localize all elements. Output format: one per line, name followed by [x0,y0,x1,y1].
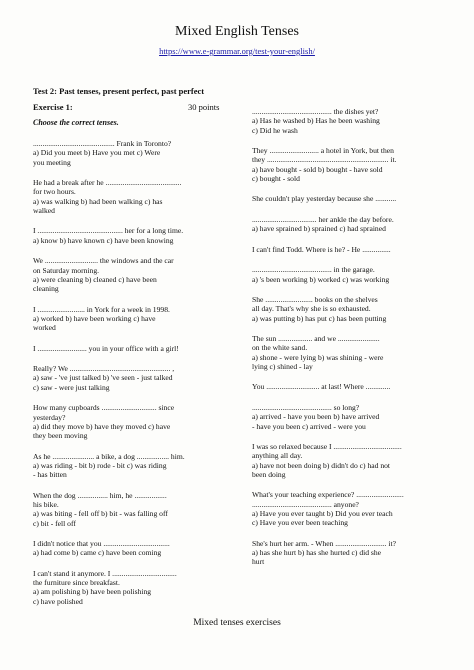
question-line: I can't find Todd. Where is he? - He ............... [252,244,391,254]
question-line: - has bitten [33,470,67,480]
question-line: walked [33,205,55,215]
question-line: You ............................ at last! Where ............. [252,382,391,392]
exercise-points: 30 points [188,102,220,112]
question-item [252,245,449,254]
question-line: a) was biting - fell off b) bit - was falling off [33,509,168,519]
question-line: a) was riding - bit b) rode - bit c) was riding [33,460,167,470]
question-line: I ............................................. her for a long time. [33,226,184,236]
question-line: She couldn't play yesterday because she ........... [252,194,397,204]
question-item [33,569,240,606]
question-line: As he ...................... a bike, a dog ................. him. [33,451,185,461]
question-item [252,442,449,479]
question-line: been doing [252,469,286,479]
question-item [33,344,240,353]
page-title: Mixed English Tenses [175,24,299,39]
question-line: they ................................................................ it. [252,155,397,165]
question-line: - have you been c) arrived - were you [252,421,366,431]
question-item [252,539,449,567]
question-line: a) am polishing b) have been polishing [33,587,152,597]
question-line: He had a break after he ........................................ [33,178,182,188]
question-line: a) were cleaning b) cleaned c) have been [33,274,157,284]
question-item [252,265,449,284]
question-item [33,539,240,558]
question-line: Really? We ..................................................... , [33,364,175,374]
question-line: I can't stand it anymore. I .................................. [33,568,177,578]
question-line: I ......................... in York for a week in 1998. [33,304,170,314]
page-footer: Mixed tenses exercises [193,618,281,628]
question-line: they been moving [33,431,88,441]
question-line: anything all day. [252,451,303,461]
question-line: I .......................... you in your office with a girl! [33,343,179,353]
question-line: a) have not been doing b) didn't do c) had not [252,460,391,470]
exercise-instruction: Choose the correct tenses. [33,118,119,127]
question-line: c) bit - fell off [33,518,76,528]
question-line: yesterday? [33,412,66,422]
source-link[interactable]: https://www.e-grammar.org/test-your-english/ [159,46,315,56]
question-line: c) have polished [33,596,83,606]
question-line: a) Did you meet b) Have you met c) Were [33,148,161,158]
question-line: a) shone - were lying b) was shining - were [252,352,384,362]
question-line: a) Have you ever taught b) Did you ever teach [252,508,393,518]
question-line: She ......................... books on the shelves [252,294,378,304]
question-line: c) Have you ever been teaching [252,518,348,528]
question-line: ........................................... Frank in Toronto? [33,139,172,148]
question-line: cleaning [33,284,59,294]
question-line: the furniture since breakfast. [33,578,120,588]
question-line: .......................................... so long? [252,402,360,412]
question-line: c) Did he wash [252,125,298,135]
question-line: you meeting [33,157,71,167]
question-line: his bike. [33,500,59,509]
exercise-label: Exercise 1: [33,102,73,112]
question-line: .......................................... in the garage. [252,265,375,275]
question-line: for two hours. [33,187,76,197]
question-line: a) has she hurt b) has she hurted c) did she [252,548,382,558]
question-line: worked [33,323,56,333]
question-line: a) know b) have known c) have been knowing [33,235,174,245]
question-line: a) saw - 've just talked b) 've seen - just talked [33,373,173,383]
question-line: a) arrived - have you been b) have arrived [252,412,380,422]
question-item [33,256,240,293]
question-line: a) worked b) have been working c) have [33,313,156,323]
question-item [33,452,240,480]
question-item [252,146,449,183]
question-item [252,215,449,234]
question-item [33,226,240,245]
left-question-column [33,139,240,617]
question-item [252,403,449,431]
question-line: She's hurt her arm. - When ........................... it? [252,538,397,548]
question-line: .......................................... the dishes yet? [252,107,379,116]
question-item [33,305,240,333]
test-heading: Test 2: Past tenses, present perfect, past perfect [33,86,205,96]
question-item [252,490,449,527]
question-line: I was so relaxed because I .................................... [252,442,402,451]
question-item [252,382,449,391]
question-item [252,194,449,203]
question-item [252,295,449,323]
question-item [33,403,240,440]
question-line: c) saw - were just talking [33,382,110,392]
question-line: .................................. her ankle the day before. [252,214,394,224]
question-line: a) have bought - sold b) bought - have sold [252,164,383,174]
question-line: .......................................... anyone? [252,499,359,509]
question-line: a) did they move b) have they moved c) have [33,421,171,431]
question-item [252,107,449,135]
question-line: lying c) shined - lay [252,361,313,371]
question-line: c) bought - sold [252,173,300,183]
question-item [33,364,240,392]
question-line: The sun .................. and we ...................... [252,334,380,344]
question-line: a) was putting b) has put c) has been putting [252,313,387,323]
question-item [33,491,240,528]
question-line: on Saturday morning. [33,265,100,275]
question-line: What's your teaching experience? ......................... [252,490,404,500]
question-line: a) was walking b) had been walking c) has [33,196,163,206]
question-line: a) had come b) came c) have been coming [33,548,162,558]
exercise-heading [33,102,238,112]
right-question-column [252,107,449,578]
question-line: on the white sand. [252,343,308,353]
question-item [33,139,240,167]
question-line: How many cupboards ............................. since [33,403,175,413]
question-line: They .......................... a hotel in York, but then [252,146,394,156]
question-line: a) have sprained b) sprained c) had sprained [252,224,386,234]
question-line: all day. That's why she is so exhausted. [252,304,371,314]
question-line: hurt [252,557,265,567]
question-item [252,334,449,371]
question-line: When the dog ................ him, he ................. [33,490,167,500]
question-line: a) 's been working b) worked c) was working [252,274,390,284]
question-item [33,178,240,215]
question-line: I didn't notice that you ................................... [33,539,170,549]
question-line: a) Has he washed b) Has he been washing [252,116,380,126]
question-line: We ............................ the windows and the car [33,256,174,266]
